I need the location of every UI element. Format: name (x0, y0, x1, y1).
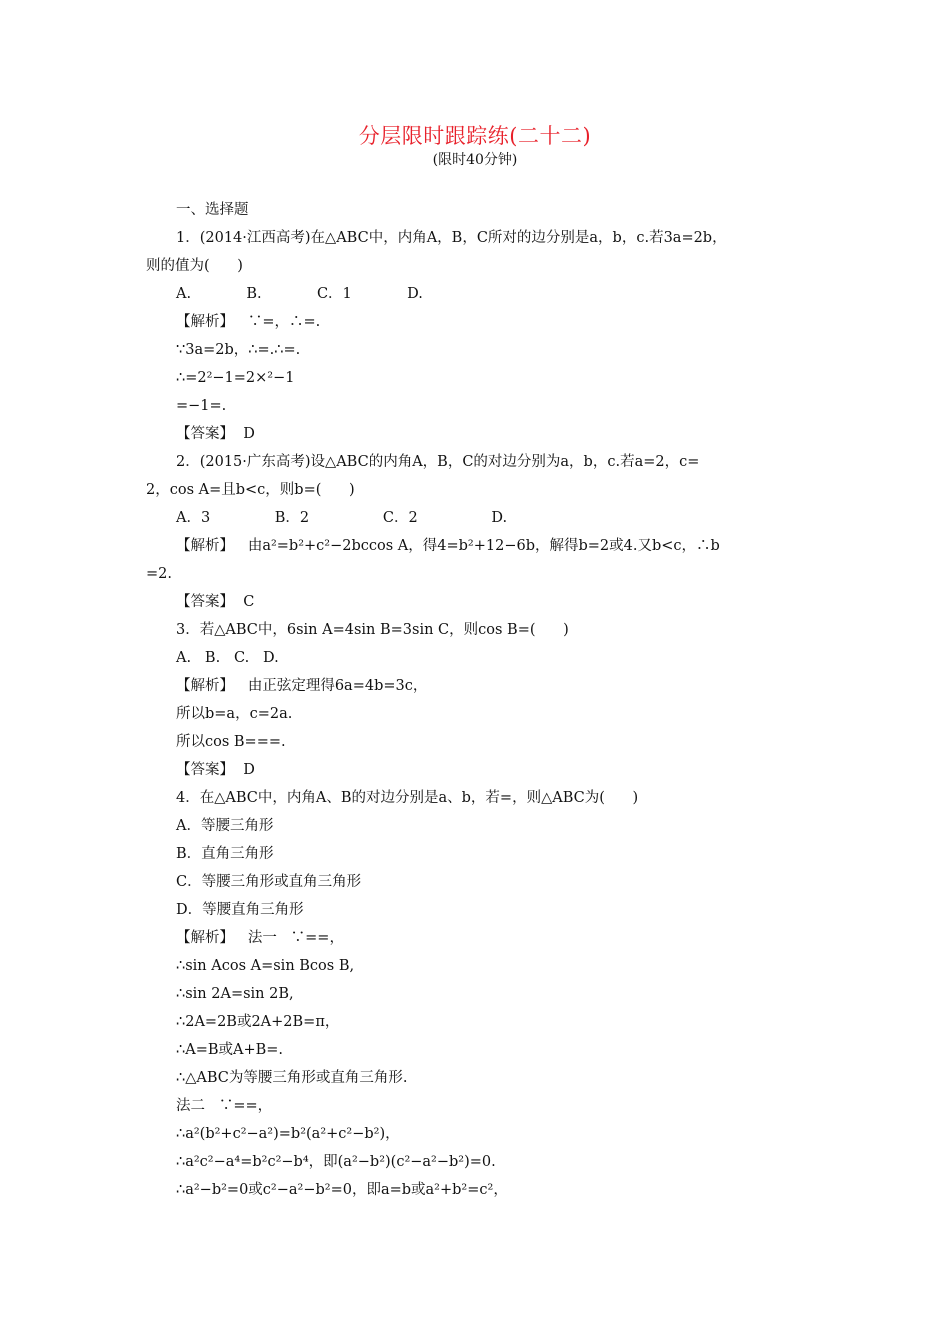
question-1-stem: 1．(2014·江西高考)在△ABC中，内角A，B，C所对的边分别是a，b，c.若3a=2b， (176, 230, 727, 246)
analysis-line: ∴△ABC为等腰三角形或直角三角形. (176, 1070, 408, 1086)
question-1-stem-cont: 则的值为( ) (146, 258, 243, 274)
analysis-line: 所以cos B===. (176, 734, 286, 750)
question-3-options: A. B. C. D. (176, 650, 279, 666)
analysis-line: 【解析】 由a²=b²+c²−2bccos A，得4=b²+12−6b，解得b=2或4.又b<c，∴b (176, 538, 720, 554)
analysis-line: ∴a²(b²+c²−a²)=b²(a²+c²−b²)， (176, 1126, 400, 1142)
analysis-line: ∴a²−b²=0或c²−a²−b²=0，即a=b或a²+b²=c²， (176, 1182, 508, 1198)
analysis-line: 所以b=a，c=2a. (176, 706, 293, 722)
analysis-line: =2. (146, 566, 172, 582)
analysis-line: ∴a²c²−a⁴=b²c²−b⁴，即(a²−b²)(c²−a²−b²)=0. (176, 1154, 496, 1170)
answer-line: 【答案】 D (176, 762, 255, 778)
analysis-line: ∵3a=2b，∴=.∴=. (176, 342, 301, 358)
analysis-line: =−1=. (176, 398, 227, 414)
answer-line: 【答案】 D (176, 426, 255, 442)
analysis-line: ∴=2²−1=2×²−1 (176, 370, 295, 386)
analysis-line: ∴sin Acos A=sin Bcos B, (176, 958, 355, 974)
question-4-stem: 4．在△ABC中，内角A、B的对边分别是a、b，若=，则△ABC为( ) (176, 790, 639, 806)
analysis-line: 【解析】 由正弦定理得6a=4b=3c， (176, 678, 428, 694)
page-title: 分层限时跟踪练(二十二) (358, 124, 592, 148)
question-2-stem-cont: 2，cos A=且b<c，则b=( ) (146, 482, 355, 498)
question-4-option-c: C．等腰三角形或直角三角形 (176, 874, 362, 890)
question-2-stem: 2．(2015·广东高考)设△ABC的内角A，B，C的对边分别为a，b，c.若a=2，c= (176, 454, 700, 470)
question-4-option-a: A．等腰三角形 (176, 818, 274, 834)
analysis-line: ∴sin 2A=sin 2B, (176, 986, 294, 1002)
analysis-line: 【解析】 ∵=，∴=. (176, 314, 321, 330)
section-heading: 一、选择题 (176, 202, 249, 218)
analysis-line: 法二 ∵==， (176, 1098, 273, 1114)
analysis-line: ∴2A=2B或2A+2B=π， (176, 1014, 340, 1030)
question-3-stem: 3．若△ABC中，6sin A=4sin B=3sin C，则cos B=( ) (176, 622, 569, 638)
answer-line: 【答案】 C (176, 594, 255, 610)
time-limit-note: (限时40分钟) (432, 152, 518, 168)
analysis-line: 【解析】 法一 ∵==， (176, 930, 344, 946)
analysis-line: ∴A=B或A+B=. (176, 1042, 284, 1058)
question-2-options: A．3 B．2 C．2 D. (176, 510, 508, 526)
question-4-option-b: B．直角三角形 (176, 846, 274, 862)
question-1-options: A. B. C．1 D. (176, 286, 423, 302)
question-4-option-d: D．等腰直角三角形 (176, 902, 304, 918)
